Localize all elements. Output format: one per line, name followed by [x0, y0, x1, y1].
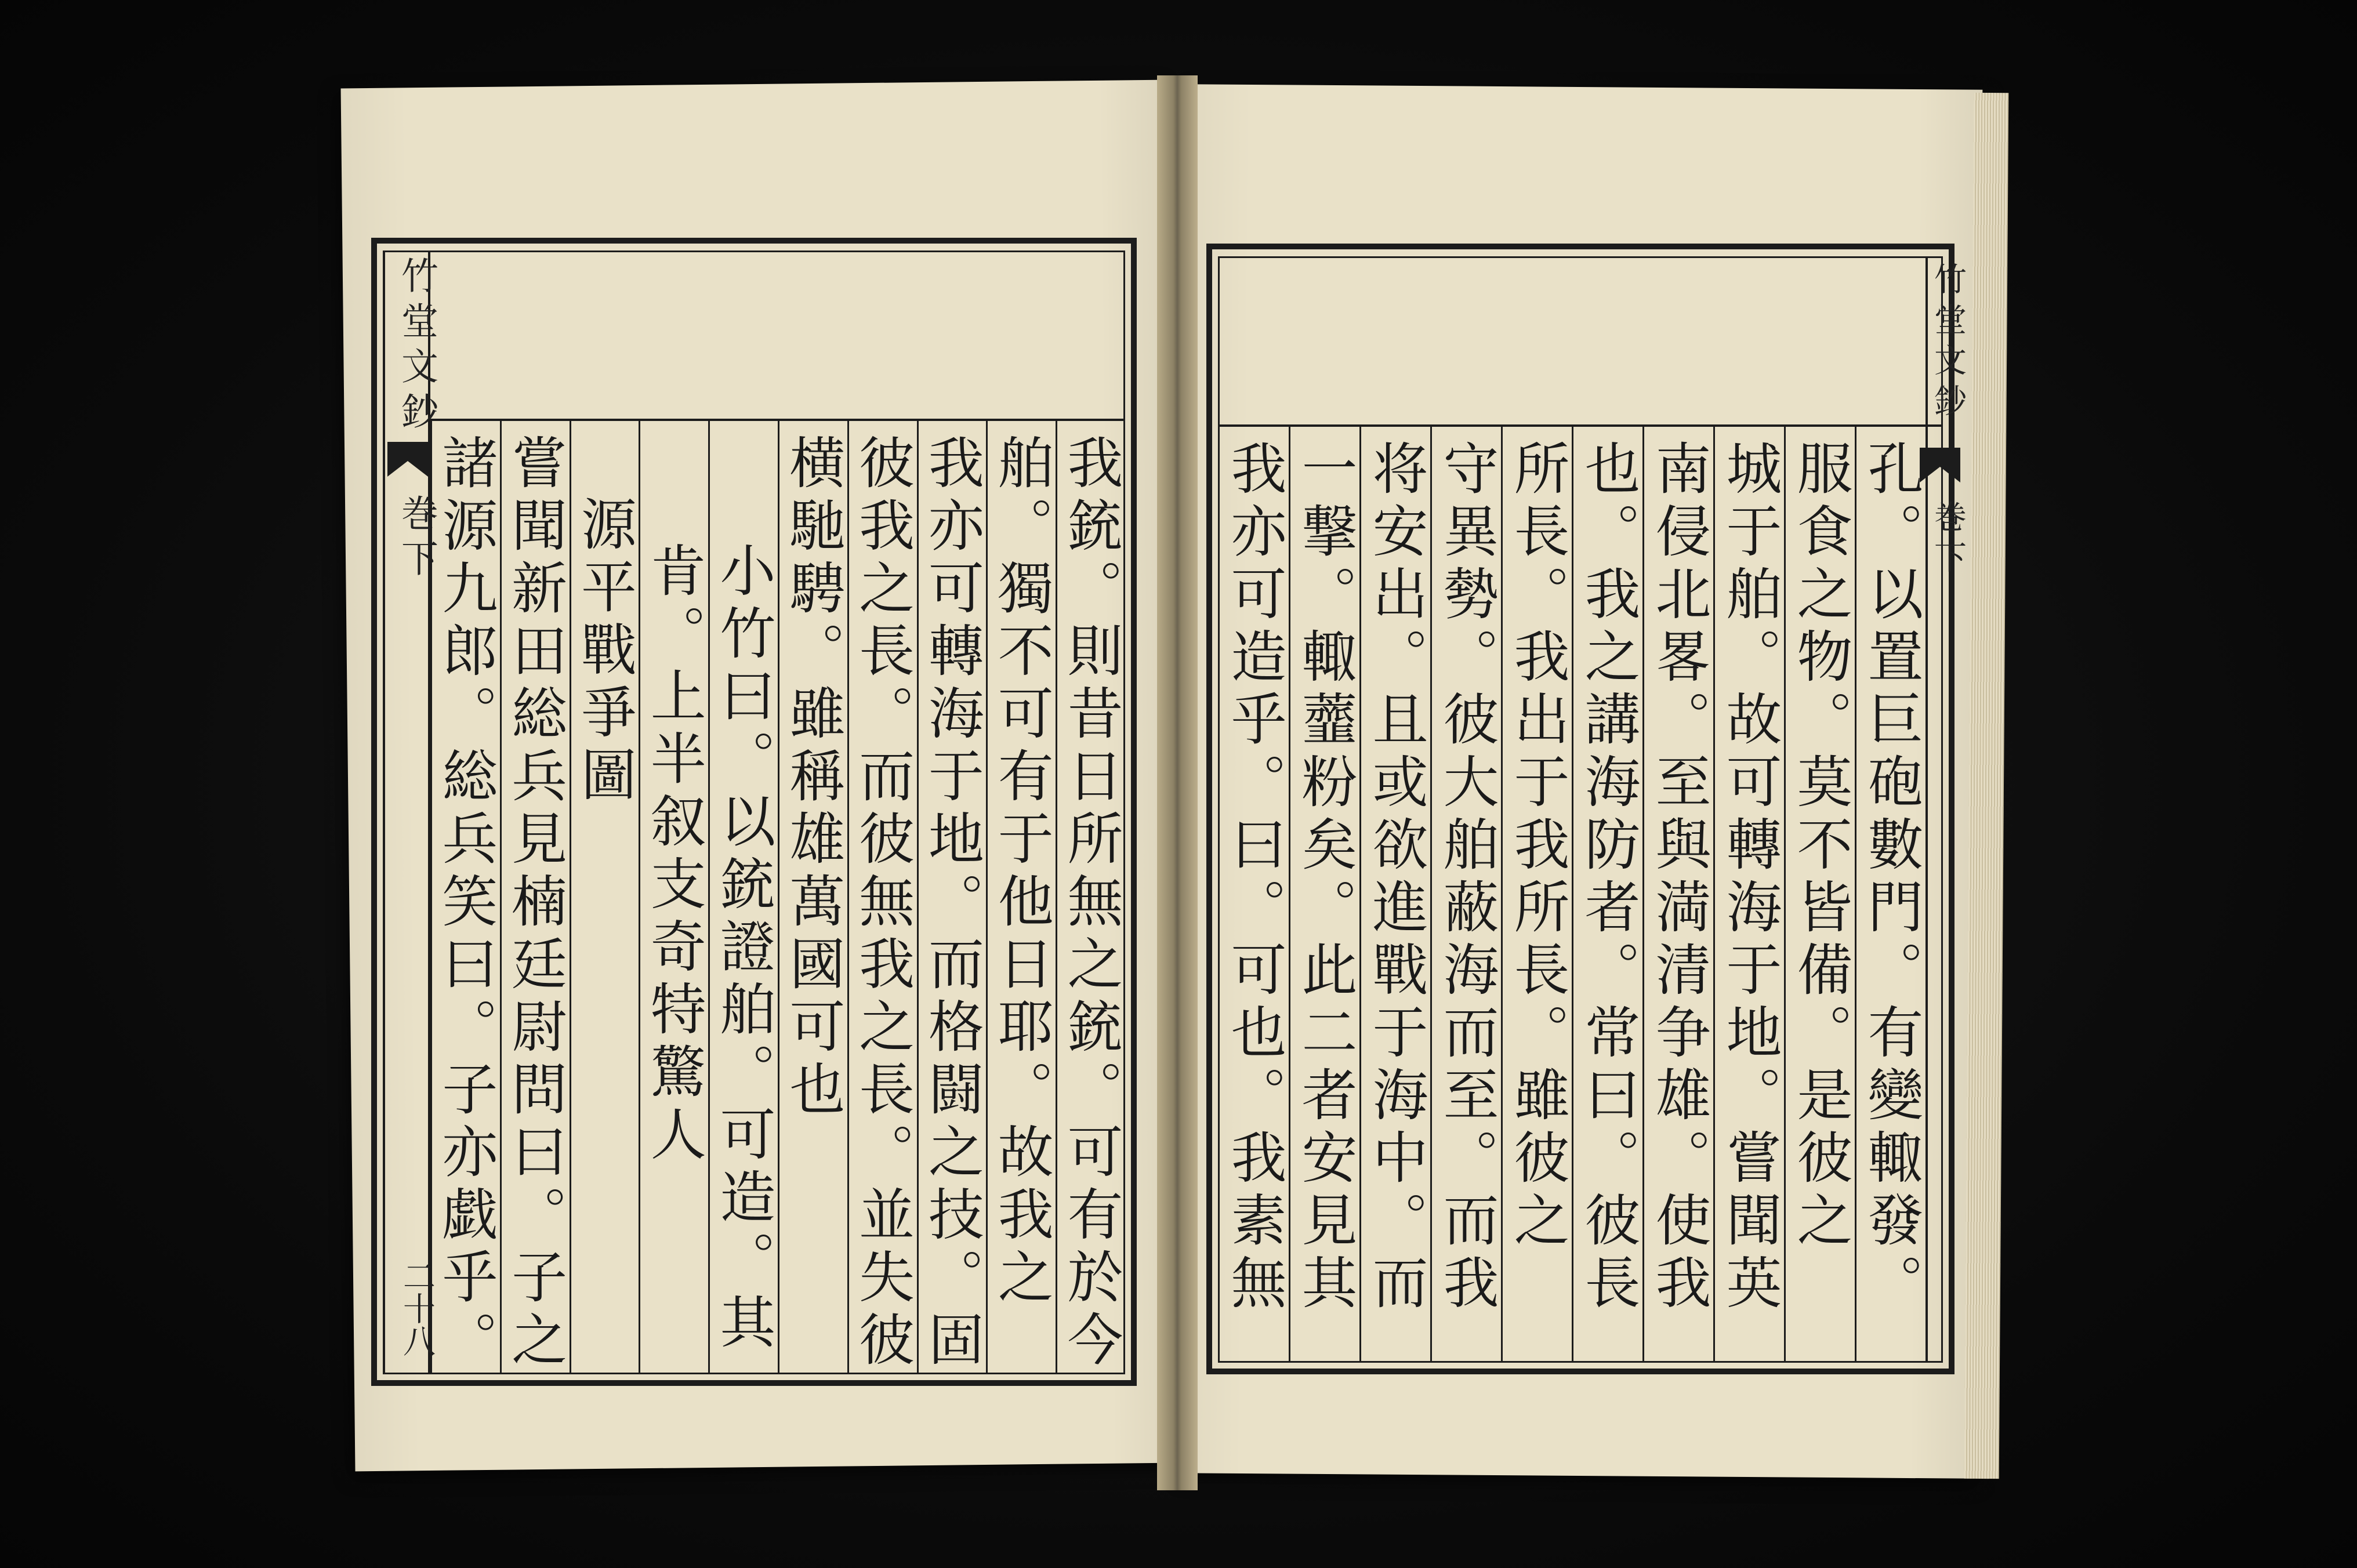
- left-fishtail-mark: [387, 442, 428, 477]
- right-header-title: 竹堂文鈔: [1929, 262, 1967, 424]
- book-gutter: [1157, 75, 1198, 1490]
- right-column-2: 服食之物。莫不皆備。是彼之: [1784, 426, 1855, 1363]
- right-column-6: 所長。我出于我所長。雖彼之: [1501, 426, 1572, 1363]
- left-column-8: 源平戰爭圖: [570, 420, 639, 1374]
- right-page-upper-band: [1218, 256, 1943, 427]
- right-column-1: 孔。以置巨砲數門。有變輙發。: [1855, 426, 1926, 1363]
- left-volume-label: 巻下: [395, 494, 438, 585]
- left-column-9: 嘗聞新田総兵見楠廷尉問曰。子之: [500, 420, 570, 1374]
- left-column-6: 小竹曰。以銃證舶。可造。其: [708, 420, 778, 1374]
- right-volume-label: 巻下: [1929, 500, 1967, 581]
- left-column-7: 肯。上半叙支奇特驚人: [639, 420, 708, 1374]
- left-column-4: 彼我之長。而彼無我之長。並失彼: [847, 420, 917, 1374]
- right-column-10: 我亦可造乎。曰。可也。我素無: [1218, 426, 1289, 1363]
- left-page-hanshin: [383, 251, 438, 1374]
- left-column-1: 我銃。則昔日所無之銃。可有於今: [1056, 420, 1125, 1374]
- right-column-3: 城于舶。故可轉海于地。嘗聞英: [1713, 426, 1784, 1363]
- left-column-2: 舶。獨不可有于他日耶。故我之: [986, 420, 1056, 1374]
- right-fishtail-mark: [1920, 448, 1960, 482]
- left-header-title: 竹堂文鈔: [395, 256, 438, 437]
- left-text-columns: [430, 420, 1125, 1374]
- left-column-5: 横馳騁。雖稱雄萬國可也: [778, 420, 847, 1374]
- right-text-columns: [1218, 426, 1926, 1363]
- right-column-7: 守異勢。彼大舶蔽海而至。而我: [1430, 426, 1501, 1363]
- right-page-hanshin: [1926, 256, 1967, 1363]
- left-column-3: 我亦可轉海于地。而格闘之技。固: [917, 420, 987, 1374]
- right-column-9: 一撃。輙虀粉矣。此二者安見其: [1289, 426, 1359, 1363]
- right-column-5: 也。我之講海防者。常曰。彼長: [1572, 426, 1642, 1363]
- left-folio-number: 二十八: [398, 1260, 436, 1357]
- left-page-upper-band: [429, 251, 1125, 421]
- right-column-8: 将安出。且或欲進戰于海中。而: [1359, 426, 1430, 1363]
- right-column-4: 南侵北畧。至與満清争雄。使我: [1642, 426, 1713, 1363]
- left-column-10: 諸源九郎。総兵笑曰。子亦戯乎。: [430, 420, 500, 1374]
